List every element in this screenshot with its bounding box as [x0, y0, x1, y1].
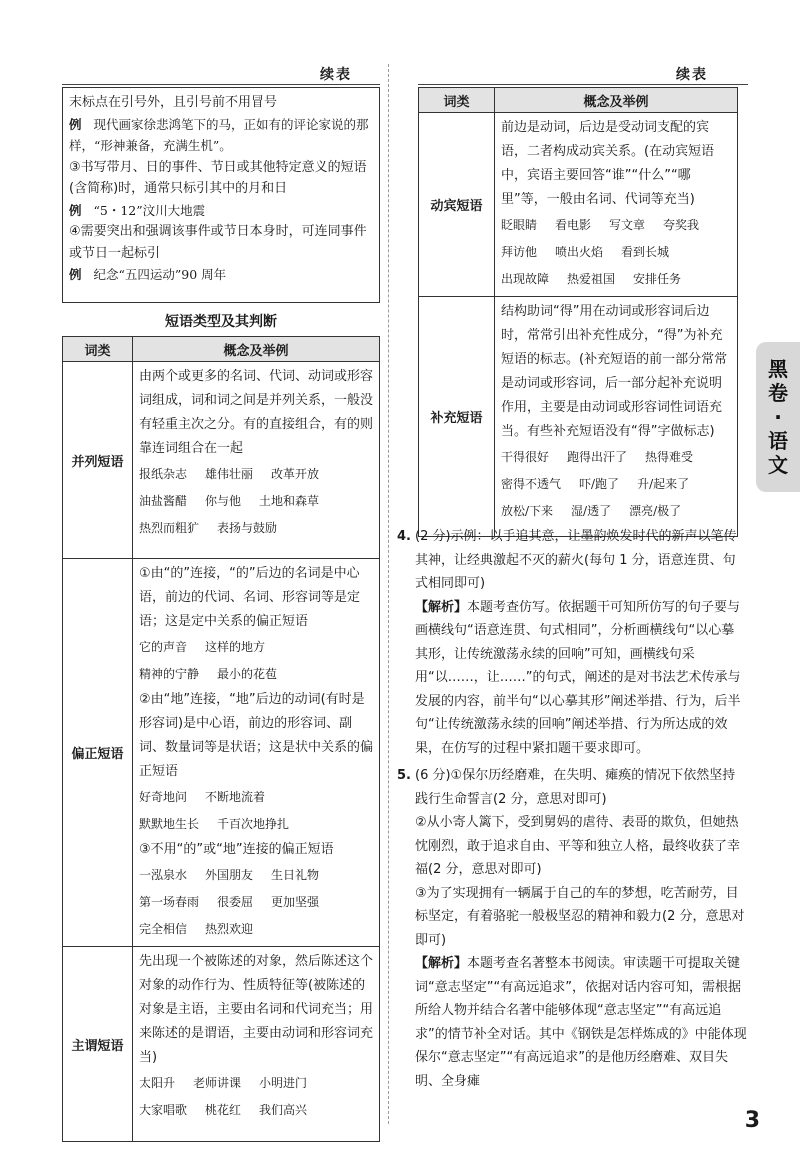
answer-text: (6 分)①保尔历经磨难，在失明、瘫痪的情况下依然坚持践行生命誓言(2 分，意思对即可)	[415, 768, 736, 807]
example-phrase: 完全相信	[139, 922, 188, 936]
example-phrase: 写文章	[609, 218, 646, 232]
example-row	[139, 889, 373, 916]
continued-label-left: 续表	[320, 67, 352, 83]
concept-text: 先出现一个被陈述的对象，然后陈述这个对象的动作行为、性质特征等(被陈述的对象是主语，主要由名词和代词充当；用来陈述的是谓语，主要由动词和形容词充当)	[139, 954, 374, 1065]
example-phrase: 热烈而粗犷	[139, 521, 200, 535]
example-text: 现代画家徐悲鸿笔下的马，正如有的评论家说的那样，“形神兼备，充满生机”。	[69, 116, 369, 153]
example-row	[139, 634, 373, 661]
example-row	[139, 661, 373, 688]
example-row	[139, 1097, 373, 1124]
example-row	[501, 471, 731, 498]
analysis-label: 【解析】	[415, 956, 468, 971]
example-phrase: 漂亮/极了	[629, 504, 682, 518]
tab-char: ·	[774, 405, 782, 429]
category-cell: 补充短语	[419, 297, 495, 537]
example-phrase: 出现故障	[501, 272, 550, 286]
example-phrase: 太阳升	[139, 1076, 176, 1090]
example	[69, 114, 373, 157]
example-row	[139, 784, 373, 811]
example-phrase: 你与他	[205, 494, 242, 508]
concept-text: ①由“的”连接，“的”后边的名词是中心语，前边的代词、名词、形容词等是定语；这是定中关系的偏正短语	[139, 566, 361, 629]
analysis	[415, 952, 747, 1093]
table-row	[419, 297, 738, 537]
table-header-row	[63, 337, 380, 362]
table-row	[63, 362, 380, 559]
table-row	[63, 947, 380, 1142]
example-phrase: 更加坚强	[271, 895, 320, 909]
example-phrase: 报纸杂志	[139, 467, 188, 481]
example-phrase: 好奇地问	[139, 790, 188, 804]
example-phrase: 精神的宁静	[139, 667, 200, 681]
answer-text: ②从小寄人篱下，受到舅妈的虐待、表哥的欺负，但她热忱刚烈，敢于追求自由、平等和独立人格，最终收获了幸福(2 分，意思对即可)	[415, 815, 741, 877]
example-phrase: 放松/下来	[501, 504, 554, 518]
example-phrase: 千百次地挣扎	[217, 817, 290, 831]
section-side-tab	[756, 342, 800, 492]
example-phrase: 热得难受	[645, 450, 694, 464]
header-type: 词类	[419, 88, 495, 113]
example-phrase: 看到长城	[621, 245, 670, 259]
answer-item-5	[397, 764, 747, 1093]
example-phrase: 干得很好	[501, 450, 550, 464]
example-phrase: 热烈欢迎	[205, 922, 254, 936]
example-phrase: 默默地生长	[139, 817, 200, 831]
concept-text: 前边是动词，后边是受动词支配的宾语，二者构成动宾关系。(在动宾短语中，宾语主要回答“谁”“什么”“哪里”等，一般由名词、代词等充当)	[501, 120, 715, 207]
example-phrase: 湿/透了	[571, 504, 612, 518]
example-phrase: 跑得出汗了	[567, 450, 628, 464]
punctuation-rules-box	[62, 87, 380, 303]
example-row	[501, 266, 731, 293]
rule-line: 末标点在引号外，且引号前不用冒号	[69, 95, 278, 110]
analysis-text: 本题考查名著整本书阅读。审读题干可提取关键词“意志坚定”“有高远追求”，依据对话内容可知，需根据所给人物并结合名著中能够体现“意志坚定”“有高远追求”的情节补全对话。其中《钢铁是怎样炼成的》中能体现保尔“意志坚定”“有高远追求”的是他历经磨难、双目失明、全身瘫	[415, 956, 747, 1089]
example-phrase: 土地和森草	[259, 494, 320, 508]
table-header-row	[419, 88, 738, 113]
example-phrase: 喷出火焰	[555, 245, 604, 259]
concept-cell	[495, 113, 738, 297]
rule-4: ④需要突出和强调该事件或节日本身时，可连同事件或节日一起标引	[69, 224, 367, 261]
table-row	[419, 113, 738, 297]
example-row	[501, 498, 731, 525]
category-cell: 主谓短语	[63, 947, 133, 1142]
answer-section	[397, 525, 747, 1093]
example-phrase: 一泓泉水	[139, 868, 188, 882]
concept-cell	[133, 362, 380, 559]
example-row	[139, 862, 373, 889]
header-type: 词类	[63, 337, 133, 362]
example-phrase: 密得不透气	[501, 477, 562, 491]
example-phrase: 我们高兴	[259, 1103, 308, 1117]
continued-label-right: 续表	[676, 67, 708, 83]
analysis	[415, 596, 747, 761]
example-label: 例	[69, 267, 82, 282]
answer-body	[415, 764, 747, 1093]
example-phrase: 小明进门	[259, 1076, 308, 1090]
example	[69, 200, 373, 222]
phrase-types-table-left	[62, 336, 380, 1142]
example-phrase: 不断地流着	[205, 790, 266, 804]
example-row	[139, 488, 373, 515]
phrase-types-table-right	[418, 87, 738, 537]
header-concept: 概念及举例	[133, 337, 380, 362]
example-phrase: 看电影	[555, 218, 592, 232]
phrase-table-title: 短语类型及其判断	[165, 314, 277, 330]
concept-text: ②由“地”连接，“地”后边的动词(有时是形容词)是中心语，前边的形容词、副词、数量词等是状语；这是状中关系的偏正短语	[139, 692, 374, 779]
example-row	[139, 461, 373, 488]
page-number: 3	[744, 1108, 760, 1133]
example-row	[139, 811, 373, 838]
example-phrase: 雄伟壮丽	[205, 467, 254, 481]
answer-text: ③为了实现拥有一辆属于自己的车的梦想，吃苦耐劳，目标坚定，有着骆驼一般极坚忍的精神和毅力(2 分，意思对即可)	[415, 885, 745, 948]
example-phrase: 眨眼睛	[501, 218, 538, 232]
concept-text: 由两个或更多的名词、代词、动词或形容词组成，词和词之间是并列关系，一般没有轻重主次之分。有的直接组合，有的则靠连词组合在一起	[139, 369, 374, 456]
category-cell: 动宾短语	[419, 113, 495, 297]
answer-item-4	[397, 525, 747, 760]
column-divider	[388, 64, 389, 1124]
example-phrase: 最小的花苞	[217, 667, 278, 681]
top-rule-right	[418, 84, 748, 85]
example-phrase: 它的声音	[139, 640, 188, 654]
category-cell: 并列短语	[63, 362, 133, 559]
example	[69, 264, 373, 286]
example-phrase: 吓/跑了	[579, 477, 620, 491]
example-phrase: 升/起来了	[637, 477, 690, 491]
tab-char: 黑	[768, 357, 788, 381]
example-phrase: 油盐酱醋	[139, 494, 188, 508]
example-phrase: 大家唱歌	[139, 1103, 188, 1117]
concept-cell	[133, 947, 380, 1142]
concept-cell	[495, 297, 738, 537]
question-number: 5.	[397, 768, 411, 783]
example-phrase: 很委屈	[217, 895, 254, 909]
example-label: 例	[69, 202, 82, 218]
example-phrase: 第一场春雨	[139, 895, 200, 909]
category-cell: 偏正短语	[63, 559, 133, 947]
example-phrase: 表扬与鼓励	[217, 521, 278, 535]
example-phrase: 外国朋友	[205, 868, 254, 882]
example-phrase: 桃花红	[205, 1103, 242, 1117]
rule-3: ③书写带月、日的事件、节日或其他特定意义的短语(含简称)时，通常只标引其中的月和日	[69, 159, 367, 196]
table-row	[63, 559, 380, 947]
analysis-label: 【解析】	[415, 599, 468, 615]
tab-char: 语	[768, 429, 788, 453]
example-row	[139, 1070, 373, 1097]
example-phrase: 夸奖我	[663, 218, 700, 232]
header-concept: 概念及举例	[495, 88, 738, 113]
concept-text: 结构助词“得”用在动词或形容词后边时，常常引出补充性成分，“得”为补充短语的标志。(补充短语的前一部分常常是动词或形容词，后一部分起补充说明作用，主要是由动词或形容词性词语充当。有些补充短语没有“得”字做标志)	[501, 304, 728, 439]
example-phrase: 生日礼物	[271, 868, 320, 882]
example-row	[501, 239, 731, 266]
example-phrase: 热爱祖国	[567, 272, 616, 286]
analysis-text: 本题考查仿写。依据题干可知所仿写的句子要与画横线句“语意连贯、句式相同”，分析画横线句“以心摹其形，让传统激荡永续的回响”可知，画横线句采用“以……，让……”的句式，阐述的是对书法艺术传承与发展的内容，前半句“以心摹其形”阐述举措、行为，后半句“让传统激荡永续的回响”阐述举措、行为所达成的效果，在仿写的过程中紧扣题干要求即可。	[415, 599, 741, 756]
question-number: 4.	[397, 529, 411, 544]
answer-text: (2 分)示例：以手追其意，让墨韵焕发时代的新声以笔传其神，让经典激起不灭的薪火(每句 1 分，语意连贯、句式相同即可)	[415, 529, 737, 591]
example-phrase: 这样的地方	[205, 640, 266, 654]
example-row	[139, 515, 373, 542]
example-phrase: 拜访他	[501, 245, 538, 259]
top-rule-left	[62, 84, 380, 85]
example-text: “5・12”汶川大地震	[93, 202, 206, 218]
example-row	[501, 212, 731, 239]
example-row	[501, 444, 731, 471]
example-label: 例	[69, 116, 82, 132]
tab-char: 文	[768, 453, 788, 477]
example-phrase: 安排任务	[633, 272, 682, 286]
example-phrase: 改革开放	[271, 467, 320, 481]
answer-body	[415, 525, 747, 760]
concept-cell	[133, 559, 380, 947]
example-text: 纪念“五四运动”90 周年	[93, 267, 227, 282]
example-phrase: 老师讲课	[193, 1076, 242, 1090]
concept-text: ③不用“的”或“地”连接的偏正短语	[139, 842, 334, 857]
example-row	[139, 916, 373, 943]
tab-char: 卷	[768, 381, 788, 405]
